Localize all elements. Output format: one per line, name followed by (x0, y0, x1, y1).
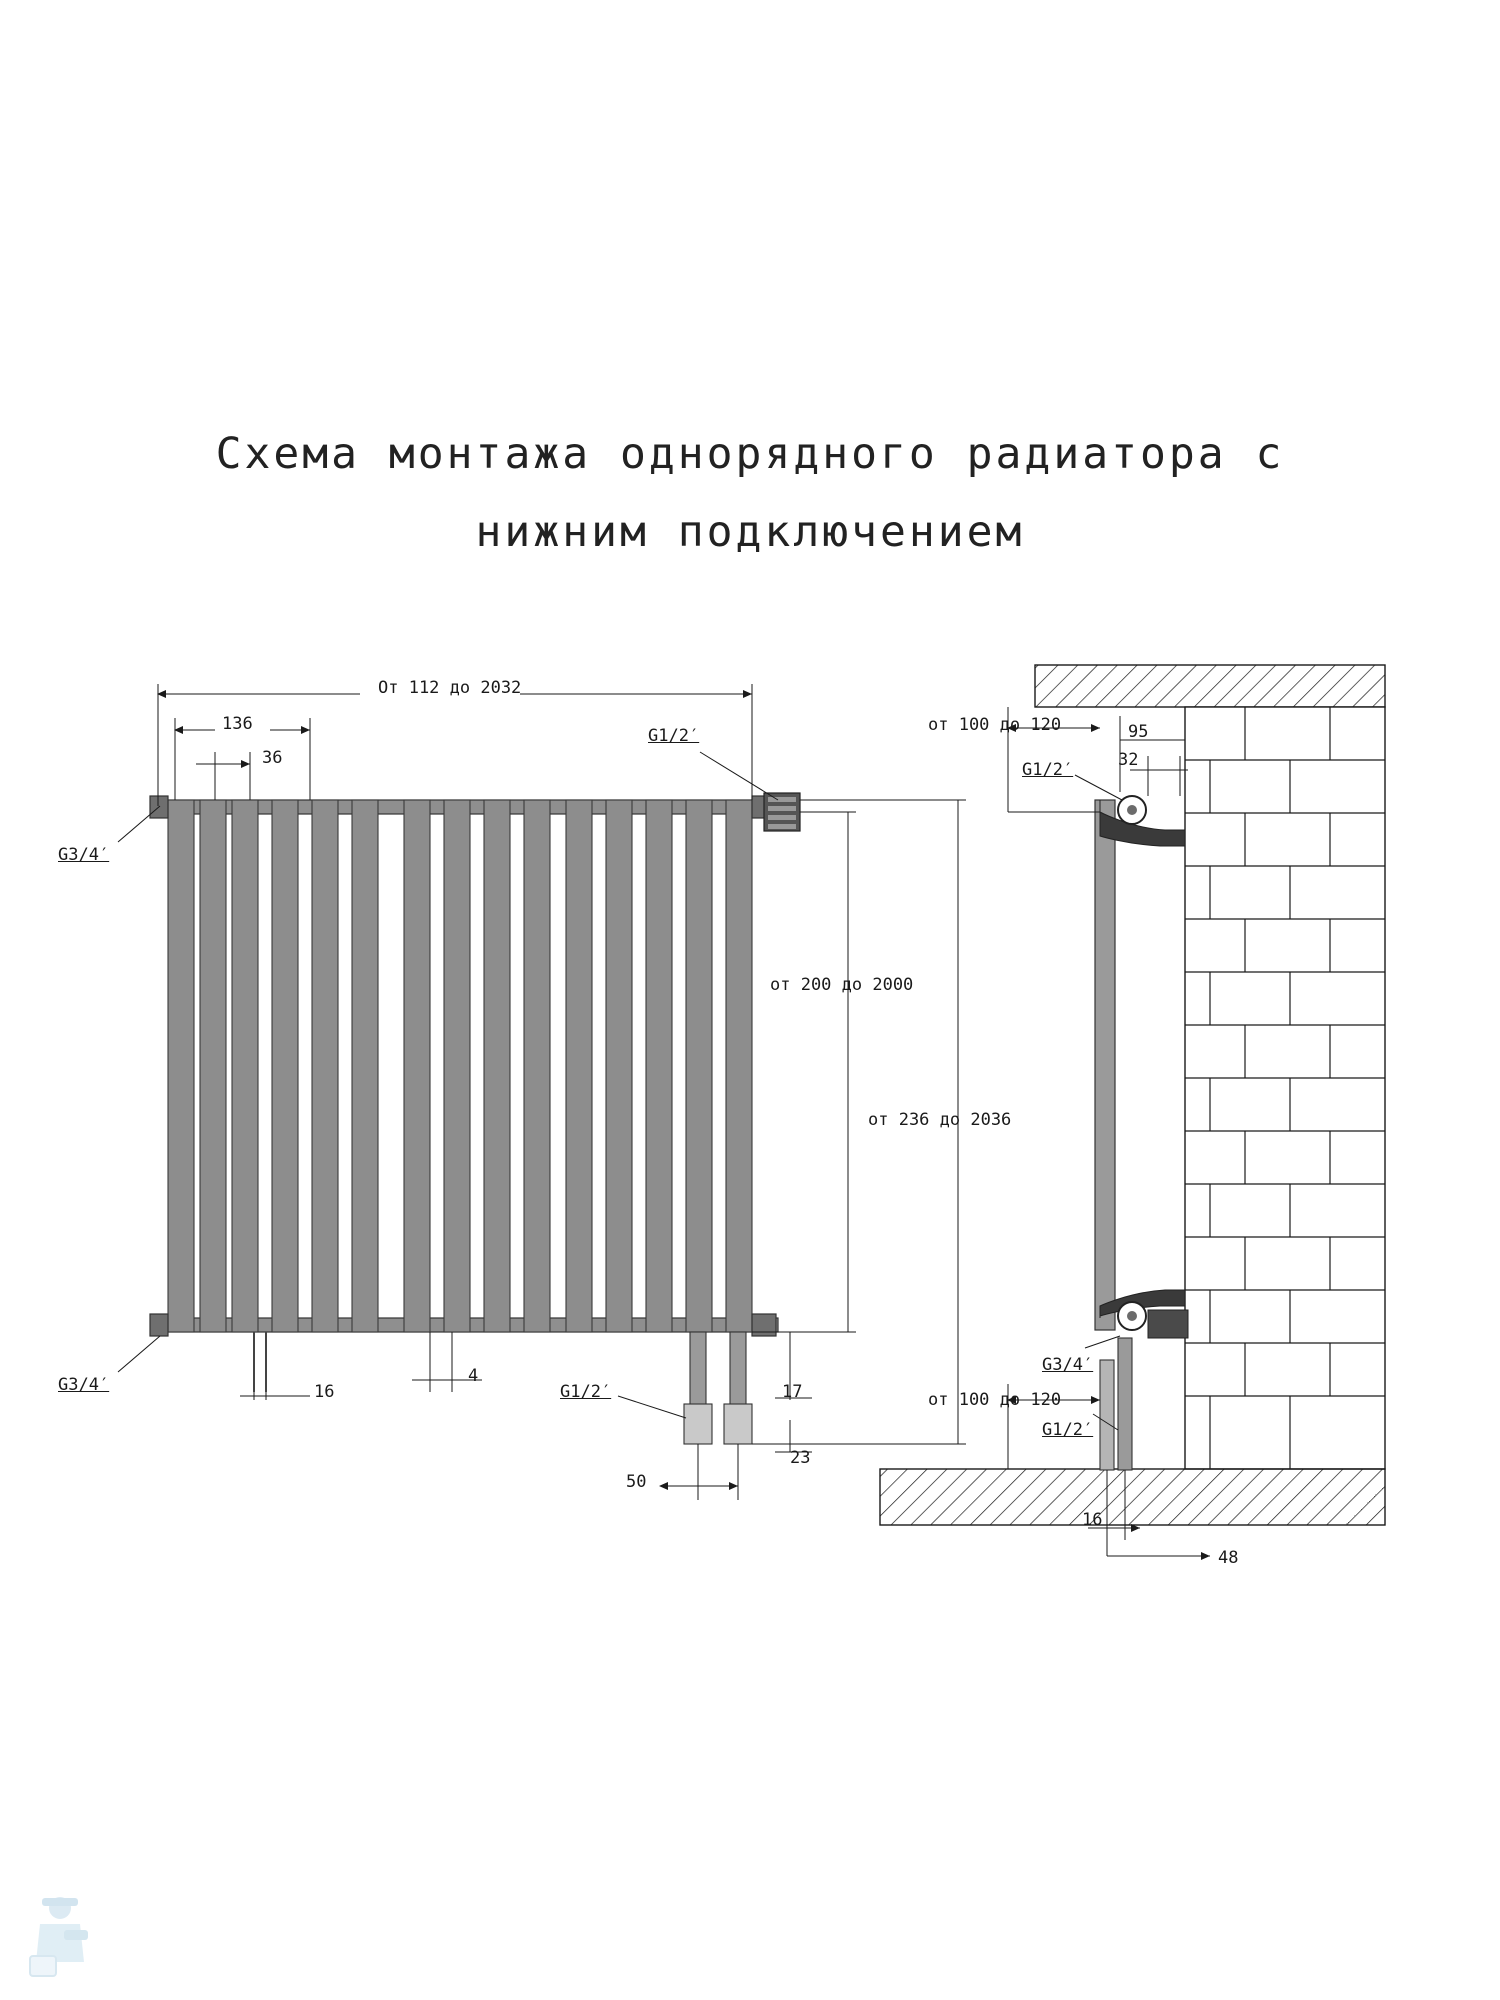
dim-bottom-wall-gap: от 100 до 120 (928, 1390, 1062, 1410)
side-thread-top-label: G1/2′ (1022, 760, 1074, 780)
dim-overall-width: От 112 до 2032 (378, 678, 522, 698)
dim-fin-pitch-4: 4 (468, 1366, 479, 1386)
dim-bracket-136: 136 (222, 714, 253, 734)
dim-depth-32: 32 (1118, 750, 1139, 770)
dim-floor-16: 16 (1082, 1510, 1103, 1530)
radiator-front-body (150, 793, 803, 1444)
dim-pipe-offset-17: 17 (782, 1382, 803, 1402)
side-thread-bottom-2-label: G1/2′ (1042, 1420, 1094, 1440)
dim-pipe-drop-23: 23 (790, 1448, 811, 1468)
dim-depth-95: 95 (1128, 722, 1149, 742)
dim-floor-48: 48 (1218, 1548, 1239, 1568)
page-title-line2: нижним подключением (475, 507, 1025, 557)
dim-top-wall-gap: от 100 до 120 (928, 715, 1062, 735)
dim-fin-thickness-16: 16 (314, 1382, 335, 1402)
plumber-watermark-icon (20, 1892, 100, 1982)
dim-pipe-spacing-50: 50 (626, 1472, 647, 1492)
radiator-side-profile (1095, 796, 1188, 1470)
dim-bracket-36: 36 (262, 748, 283, 768)
thread-bottom-center-label: G1/2′ (560, 1382, 612, 1402)
thread-top-right-label: G1/2′ (648, 726, 700, 746)
side-thread-bottom-1-label: G3/4′ (1042, 1355, 1094, 1375)
thread-top-left-label: G3/4′ (58, 845, 110, 865)
dim-height-200-2000: от 200 до 2000 (770, 975, 914, 995)
dim-height-236-2036: от 236 до 2036 (868, 1110, 1012, 1130)
page-title-line1: Схема монтажа однорядного радиатора с (215, 429, 1285, 479)
thread-bottom-left-label: G3/4′ (58, 1375, 110, 1395)
